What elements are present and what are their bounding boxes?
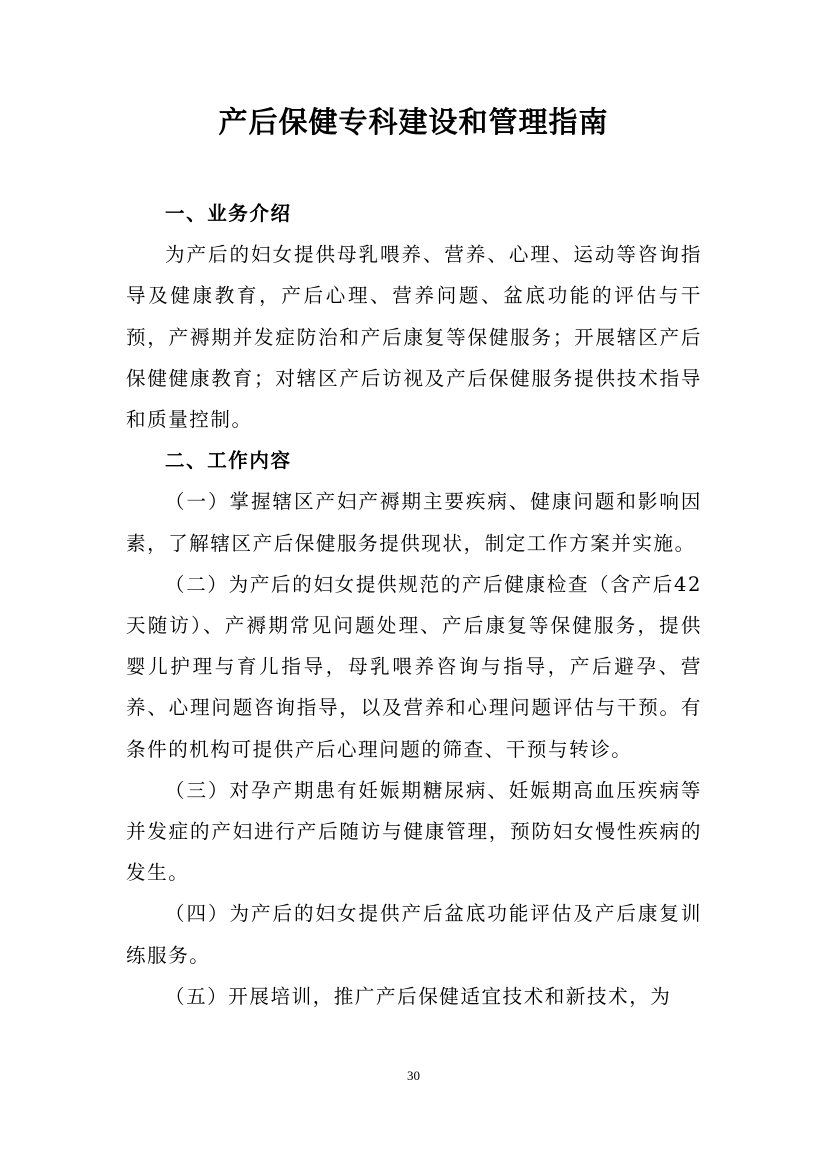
paragraph-business-intro: 为产后的妇女提供母乳喂养、营养、心理、运动等咨询指导及健康教育，产后心理、营养问题、盆底功能的评估与干预，产褥期并发症防治和产后康复等保健服务；开展辖区产后保健健康教育；对辖区产后访视及产后保健服务提供技术指导和质量控制。 [126,243,702,432]
paragraph-item-5: （五）开展培训，推广产后保健适宜技术和新技术，为 [165,984,672,1008]
section-heading-work-content: 二、工作内容 [165,449,292,473]
page-number: 30 [407,1068,420,1083]
paragraph-item-4: （四）为产后的妇女提供产后盆底功能评估及产后康复训练服务。 [126,902,702,967]
paragraph-item-1: （一）掌握辖区产妇产褥期主要疾病、健康问题和影响因素，了解辖区产后保健服务提供现状，制定工作方案并实施。 [126,490,702,555]
document-body [126,193,702,1017]
document-title: 产后保健专科建设和管理指南 [218,105,609,139]
section-heading-business-intro: 一、业务介绍 [165,202,292,225]
paragraph-item-3: （三）对孕产期患有妊娠期糖尿病、妊娠期高血压疾病等并发症的产妇进行产后随访与健康管理，预防妇女慢性疾病的发生。 [126,778,702,885]
paragraph-item-2: （二）为产后的妇女提供规范的产后健康检查（含产后42 天随访）、产褥期常见问题处理、产后康复等保健服务，提供婴儿护理与育儿指导，母乳喂养咨询与指导，产后避孕、营养、心理问题咨询指导，以及营养和心理问题评估与干预。有条件的机构可提供产后心理问题的筛查、干预与转诊。 [126,572,702,761]
